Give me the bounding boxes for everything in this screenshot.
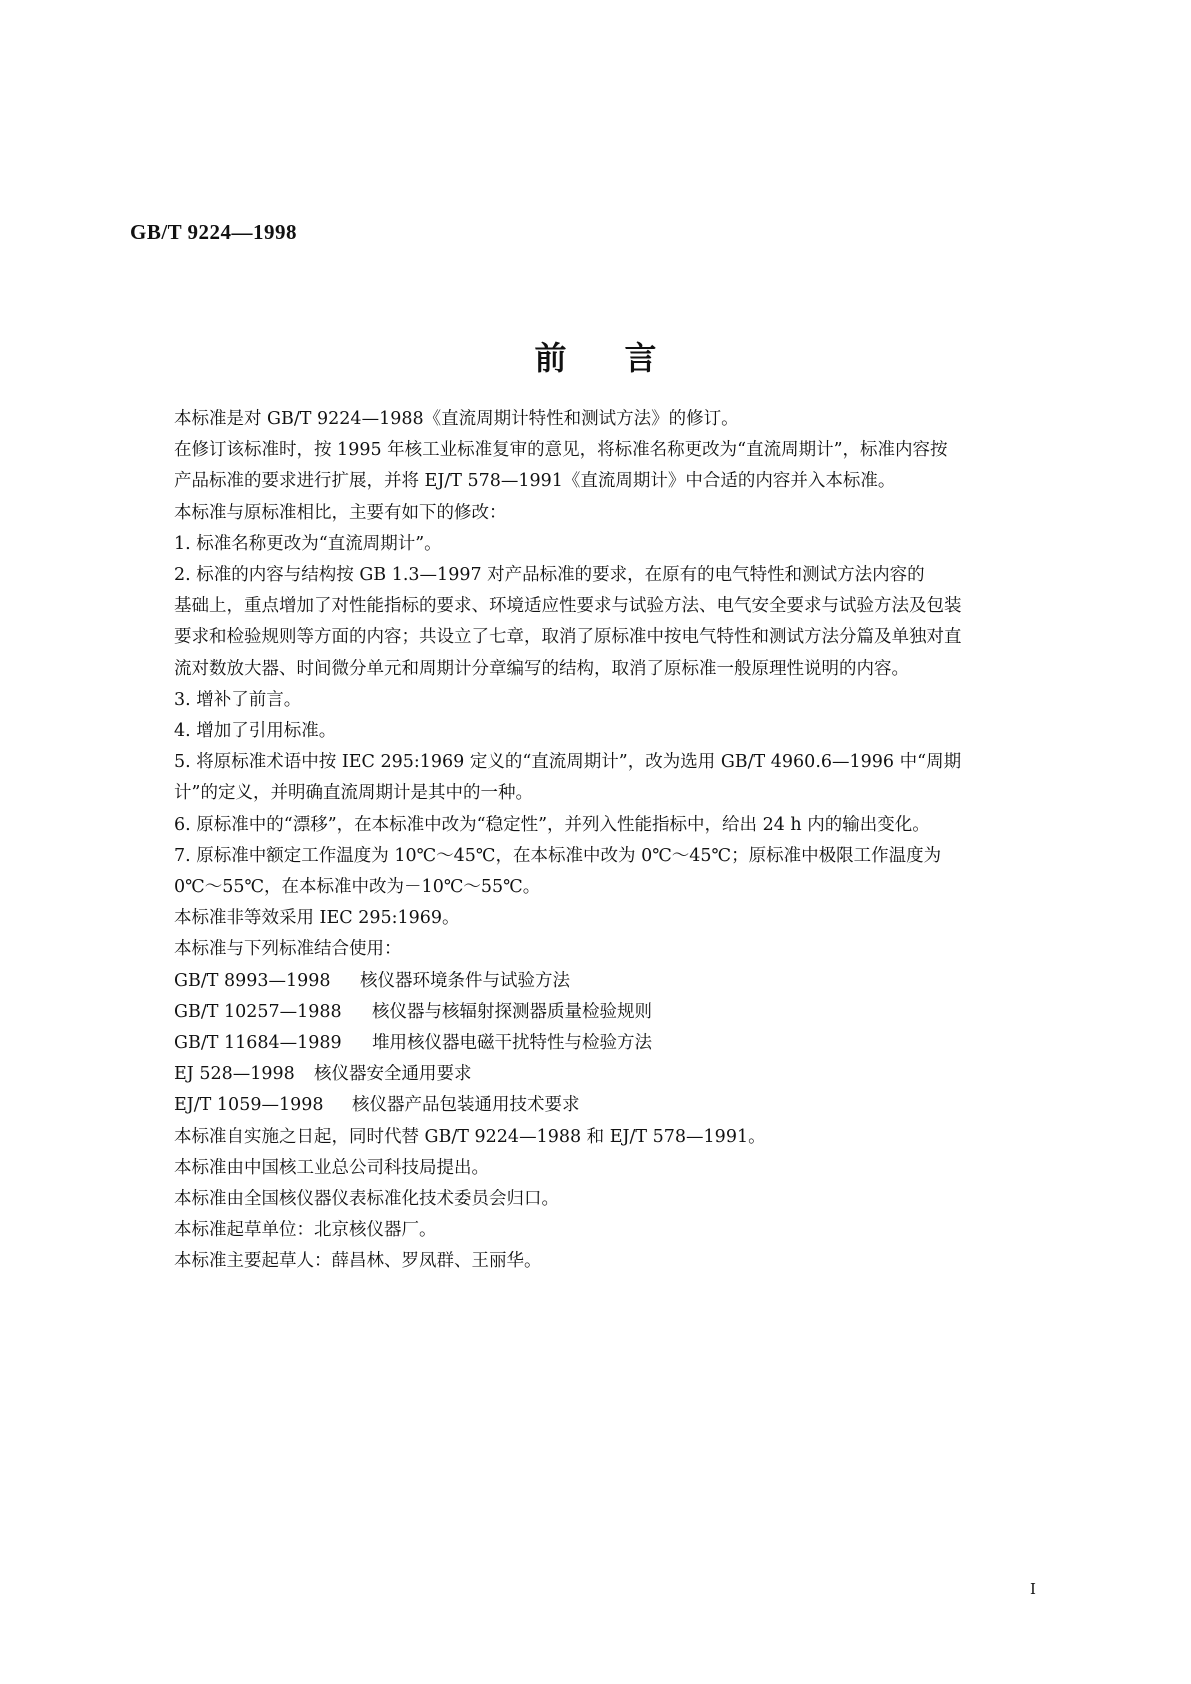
reference-list — [174, 966, 1052, 1122]
list-item-continuation: 基础上，重点增加了对性能指标的要求、环境适应性要求与试验方法、电气安全要求与试验方法及包装 — [174, 596, 962, 617]
reference-code: GB/T 11684—1989 — [174, 1033, 342, 1054]
paragraph: 本标准起草单位：北京核仪器厂。 — [174, 1220, 437, 1241]
foreword-body — [174, 404, 1052, 1278]
page-number: I — [1030, 1580, 1036, 1598]
reference-item — [174, 1090, 1052, 1121]
reference-title: 核仪器产品包装通用技术要求 — [352, 1095, 580, 1116]
paragraph: 本标准是对 GB/T 9224—1988《直流周期计特性和测试方法》的修订。 — [174, 409, 739, 429]
reference-item — [174, 966, 1052, 997]
page-title: 前言 — [534, 339, 715, 377]
list-item-continuation: 要求和检验规则等方面的内容；共设立了七章，取消了原标准中按电气特性和测试方法分篇及单独对直 — [174, 627, 962, 648]
paragraph: 本标准与下列标准结合使用： — [174, 939, 402, 960]
list-item: 2. 标准的内容与结构按 GB 1.3—1997 对产品标准的要求，在原有的电气特性和测试方法内容的 — [174, 565, 925, 586]
list-item: 7. 原标准中额定工作温度为 10℃～45℃，在本标准中改为 0℃～45℃；原标准中极限工作温度为 — [174, 845, 942, 866]
reference-code: EJ 528—1998 — [174, 1064, 295, 1085]
paragraph: 本标准由全国核仪器仪表标准化技术委员会归口。 — [174, 1189, 559, 1210]
list-item: 4. 增加了引用标准。 — [174, 721, 337, 742]
list-item-continuation: 0℃～55℃，在本标准中改为－10℃～55℃。 — [174, 877, 541, 898]
reference-code: EJ/T 1059—1998 — [174, 1095, 324, 1116]
reference-title: 堆用核仪器电磁干扰特性与检验方法 — [372, 1033, 652, 1054]
paragraph: 本标准由中国核工业总公司科技局提出。 — [174, 1157, 489, 1178]
list-item: 1. 标准名称更改为“直流周期计”。 — [174, 533, 442, 554]
list-item: 6. 原标准中的“漂移”，在本标准中改为“稳定性”，并列入性能指标中，给出 24 h 内的输出变化。 — [174, 814, 930, 835]
list-item: 3. 增补了前言。 — [174, 689, 302, 710]
paragraph: 本标准非等效采用 IEC 295:1969。 — [174, 908, 460, 929]
paragraph: 本标准自实施之日起，同时代替 GB/T 9224—1988 和 EJ/T 578—1991。 — [174, 1126, 766, 1147]
list-item-continuation: 计”的定义，并明确直流周期计是其中的一种。 — [174, 783, 533, 804]
standard-code: GB/T 9224—1998 — [130, 220, 298, 244]
paragraph: 本标准主要起草人：薛昌林、罗凤群、王丽华。 — [174, 1251, 542, 1272]
paragraph: 本标准与原标准相比，主要有如下的修改： — [174, 502, 507, 523]
list-item: 5. 将原标准术语中按 IEC 295:1969 定义的“直流周期计”，改为选用 GB/T 4960.6—1996 中“周期 — [174, 752, 962, 773]
reference-code: GB/T 8993—1998 — [174, 970, 331, 991]
reference-item — [174, 1059, 1052, 1090]
reference-item — [174, 1028, 1052, 1059]
reference-title: 核仪器与核辐射探测器质量检验规则 — [372, 1001, 652, 1022]
paragraph-continuation: 产品标准的要求进行扩展，并将 EJ/T 578—1991《直流周期计》中合适的内容并入本标准。 — [174, 471, 896, 492]
reference-code: GB/T 10257—1988 — [174, 1001, 342, 1022]
list-item-continuation: 流对数放大器、时间微分单元和周期计分章编写的结构，取消了原标准一般原理性说明的内容。 — [174, 658, 909, 679]
paragraph: 在修订该标准时，按 1995 年核工业标准复审的意见，将标准名称更改为“直流周期计”，标准内容按 — [174, 440, 948, 461]
reference-item — [174, 997, 1052, 1028]
reference-title: 核仪器安全通用要求 — [314, 1064, 472, 1085]
reference-title: 核仪器环境条件与试验方法 — [360, 970, 570, 991]
